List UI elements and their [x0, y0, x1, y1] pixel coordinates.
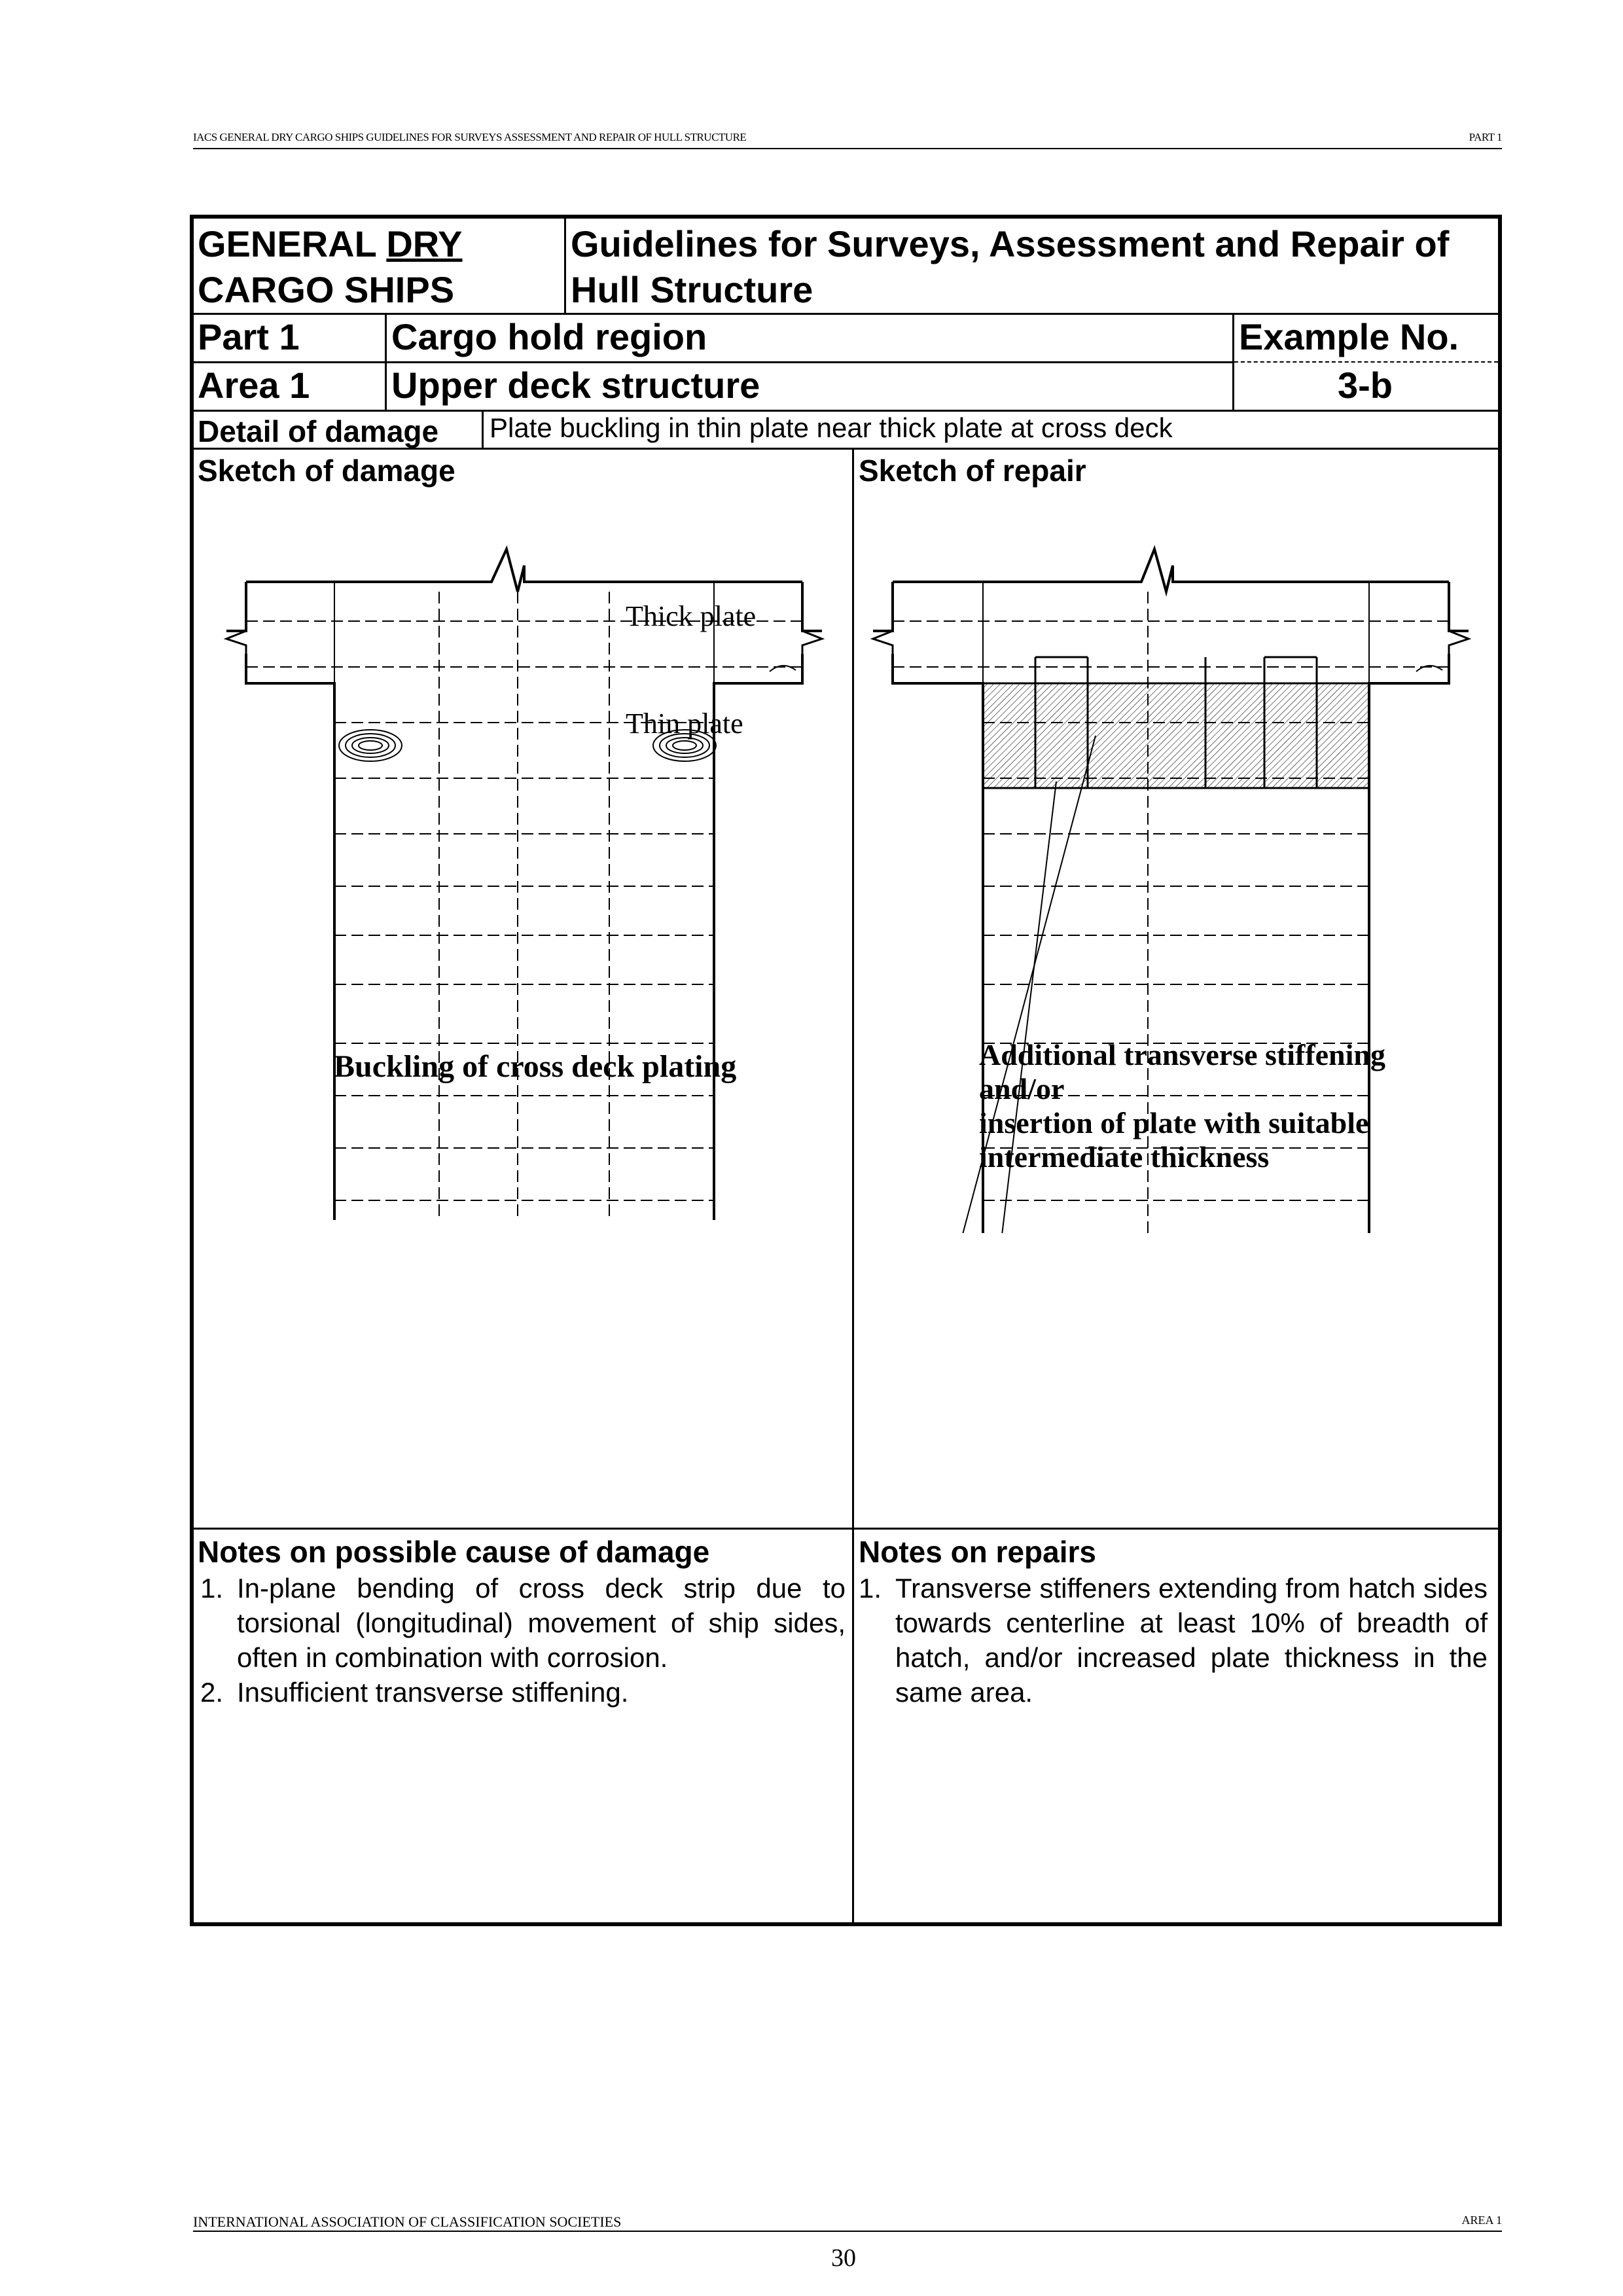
- item-number: 2.: [200, 1677, 224, 1708]
- part-label: Part 1: [198, 316, 300, 357]
- repair-caption-line3: insertion of plate with suitable: [979, 1106, 1369, 1139]
- footer-org: INTERNATIONAL ASSOCIATION OF CLASSIFICATION SOCIETIES: [193, 2214, 622, 2230]
- divider: [564, 219, 566, 314]
- divider: [482, 411, 484, 448]
- damage-example-form: [190, 215, 1502, 1926]
- detail-value: Plate buckling in thin plate near thick plate at cross deck: [490, 412, 1173, 443]
- area-label: Area 1: [198, 365, 310, 406]
- item-text: Transverse stiffeners extending from hatch sides towards centerline at least 10% of breadth of hatch, and/or increased plate thickness in the same area.: [895, 1573, 1488, 1708]
- item-number: 1.: [859, 1573, 882, 1604]
- ship-type-general: GENERAL: [198, 223, 387, 264]
- thin-plate-label: Thin plate: [626, 708, 743, 740]
- page-number: 30: [831, 2244, 856, 2272]
- guidelines-title: [571, 221, 1500, 313]
- repair-caption: [979, 1038, 1385, 1174]
- repair-caption-line1: Additional transverse stiffening: [979, 1038, 1385, 1071]
- list-item: [856, 1571, 1488, 1710]
- repair-inserted-plate: [983, 683, 1369, 788]
- thick-plate-label: Thick plate: [626, 600, 757, 632]
- running-header-part: PART 1: [1469, 131, 1502, 143]
- running-header: [193, 130, 1502, 149]
- divider: [194, 1528, 1498, 1530]
- part-value: Cargo hold region: [391, 316, 707, 357]
- sketch-repair-title: Sketch of repair: [859, 454, 1086, 488]
- repair-caption-line2: and/or: [979, 1072, 1065, 1105]
- notes-cause-title: Notes on possible cause of damage: [198, 1535, 710, 1569]
- notes-cause-list: [198, 1571, 846, 1710]
- list-item: [198, 1675, 846, 1710]
- page-footer: [193, 2214, 1502, 2232]
- repair-caption-line4: intermediate thickness: [979, 1140, 1270, 1174]
- ship-type-title: [198, 221, 564, 313]
- footer-area: AREA 1: [1461, 2214, 1502, 2227]
- divider: [194, 410, 1498, 412]
- guidelines-title-line2: Hull Structure: [571, 269, 813, 310]
- item-text: Insufficient transverse stiffening.: [237, 1677, 629, 1708]
- notes-repairs-list: [856, 1571, 1488, 1710]
- running-header-title: IACS GENERAL DRY CARGO SHIPS GUIDELINES FOR SURVEYS ASSESSMENT AND REPAIR OF HULL STRUCTURE: [193, 131, 747, 143]
- damage-vertical-lines: [334, 582, 714, 1220]
- area-value: Upper deck structure: [391, 365, 760, 406]
- example-label: Example No.: [1239, 316, 1459, 357]
- repair-break-marks: [873, 631, 1469, 654]
- item-number: 1.: [200, 1573, 224, 1604]
- divider: [194, 448, 1498, 450]
- list-item: [198, 1571, 846, 1675]
- damage-caption: Buckling of cross deck plating: [334, 1049, 737, 1084]
- damage-deck-outline: [226, 549, 822, 1220]
- example-number: 3-b: [1338, 365, 1393, 406]
- detail-label: Detail of damage: [198, 414, 439, 448]
- guidelines-title-line1: Guidelines for Surveys, Assessment and Repair of: [571, 223, 1450, 264]
- item-text: In-plane bending of cross deck strip due to torsional (longitudinal) movement of ship sides, often in combination with corrosion.: [237, 1573, 846, 1673]
- damage-break-marks: [226, 631, 822, 654]
- ship-type-dry: DRY: [386, 223, 463, 264]
- ship-type-cargo-ships: CARGO SHIPS: [198, 269, 455, 310]
- sketch-damage-title: Sketch of damage: [198, 454, 455, 488]
- notes-repairs-title: Notes on repairs: [859, 1535, 1096, 1569]
- center-divider: [852, 449, 854, 1922]
